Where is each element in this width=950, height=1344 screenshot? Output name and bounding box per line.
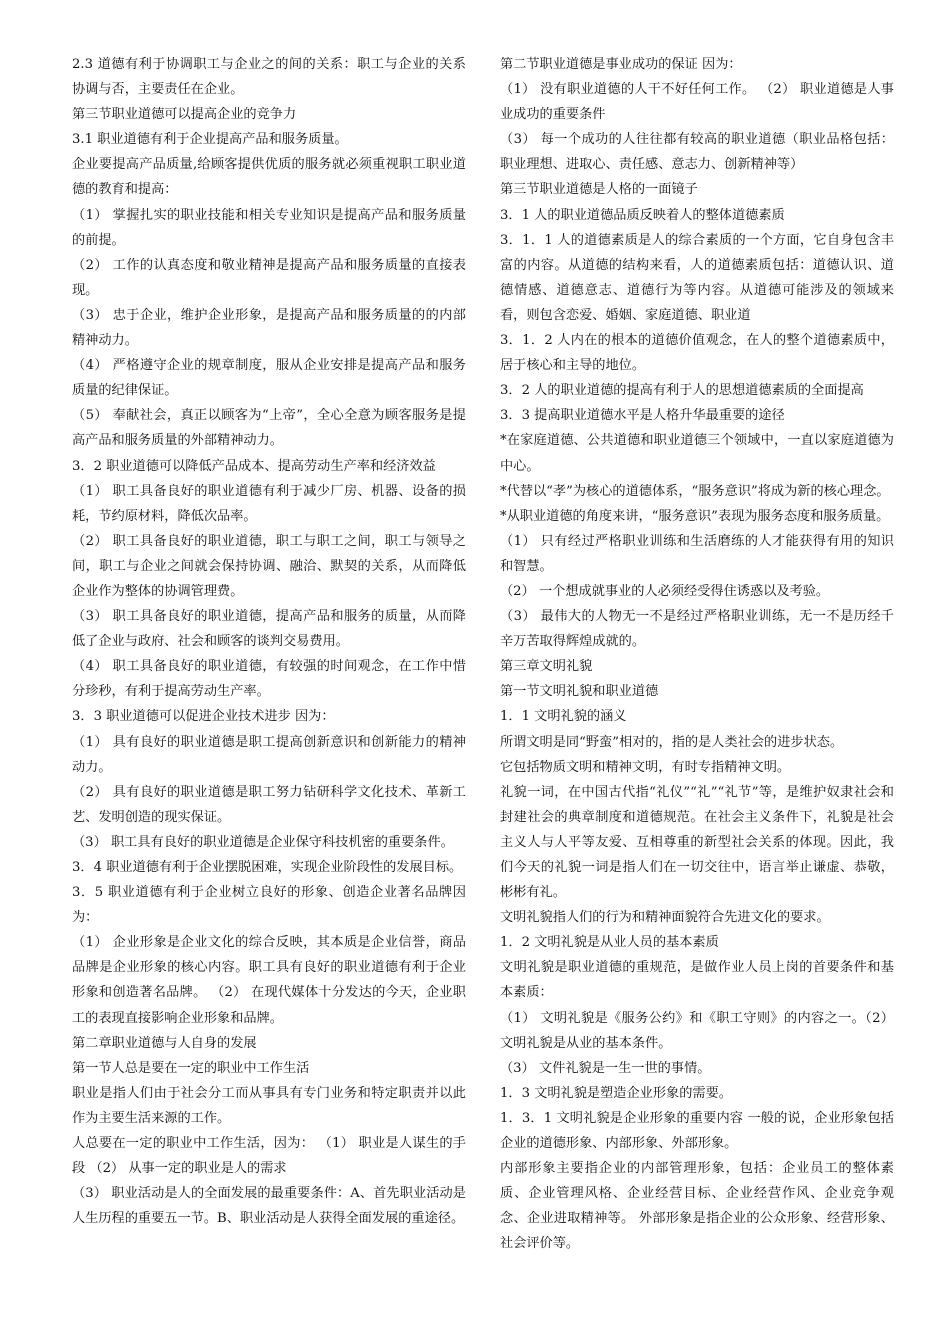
- left-paragraph: 人总要在一定的职业中工作生活，因为： （1） 职业是人谋生的手段 （2） 从事一定的职业是人的需求: [72, 1136, 466, 1177]
- left-paragraph: （3） 职工具备良好的职业道德，提高产品和服务的质量，从而降低了企业与政府、社会和顾客的谈判交易费用。: [72, 609, 466, 650]
- left-paragraph: 第二章职业道德与人自身的发展: [72, 1035, 257, 1051]
- right-paragraph: 内部形象主要指企业的内部管理形象，包括：企业员工的整体素质、企业管理风格、企业经营目标、企业经营作风、企业竞争观念、企业进取精神等。 外部形象是指企业的公众形象、经营形象、社会评价等。: [500, 1161, 894, 1252]
- left-paragraph: （4） 职工具备良好的职业道德，有较强的时间观念，在工作中惜分珍秒，有利于提高劳动生产率。: [72, 659, 466, 700]
- right-paragraph: *从职业道德的角度来讲，“服务意识”表现为服务态度和服务质量。: [500, 508, 890, 524]
- right-paragraph: 礼貌一词，在中国古代指“礼仪”“礼”“礼节”等，是维护奴隶社会和封建社会的典章制度和道德规范。在社会主义条件下，礼貌是社会主义人与人平等友爱、互相尊重的新型社会关系的体现。因此，我们今天的礼貌一词是指人们在一切交往中，语言举止谦虚、恭敬，彬彬有礼。: [500, 784, 894, 901]
- left-paragraph: （2） 具有良好的职业道德是职工努力钻研科学文化技术、革新工艺、发明创造的现实保证。: [72, 784, 466, 825]
- right-paragraph: 第三节职业道德是人格的一面镜子: [500, 182, 698, 198]
- right-paragraph: *代替以“孝”为核心的道德体系，“服务意识”将成为新的核心理念。: [500, 483, 890, 499]
- left-paragraph: 2.3 道德有利于协调职工与企业之的间的关系：职工与企业的关系协调与否，主要责任在企业。: [72, 57, 466, 98]
- right-paragraph: 所谓文明是同“野蛮”相对的，指的是人类社会的进步状态。: [500, 734, 844, 750]
- left-paragraph: 职业是指人们由于社会分工而从事具有专门业务和特定职责并以此作为主要生活来源的工作。: [72, 1085, 466, 1126]
- left-paragraph: （5） 奉献社会，真正以顾客为“上帝”，全心全意为顾客服务是提高产品和服务质量的外部精神动力。: [72, 408, 466, 449]
- right-paragraph: 1．1 文明礼貌的涵义: [500, 709, 627, 725]
- left-paragraph: （1） 职工具备良好的职业道德有利于减少厂房、机器、设备的损耗，节约原材料，降低次品率。: [72, 483, 466, 524]
- left-column: [72, 52, 466, 1231]
- right-paragraph: *在家庭道德、公共道德和职业道德三个领域中，一直以家庭道德为中心。: [500, 433, 894, 474]
- left-paragraph: 第一节人总是要在一定的职业中工作生活: [72, 1060, 310, 1076]
- right-paragraph: （1） 只有经过严格职业训练和生活磨练的人才能获得有用的知识和智慧。: [500, 533, 894, 574]
- left-paragraph: 3．4 职业道德有利于企业摆脱困难，实现企业阶段性的发展目标。: [72, 860, 463, 875]
- right-paragraph: （3） 文件礼貌是一生一世的事情。: [500, 1060, 711, 1076]
- right-paragraph: 3．2 人的职业道德的提高有利于人的思想道德素质的全面提高: [500, 383, 864, 399]
- right-paragraph: 3．1．1 人的道德素质是人的综合素质的一个方面，它自身包含丰富的内容。从道德的结构来看，人的道德素质包括：道德认识、道德情感、道德意志、道德行为等内容。从道德可能涉及的领域来看，则包含恋爱、婚姻、家庭道德、职业道: [500, 232, 894, 323]
- left-paragraph: 3.1 职业道德有利于企业提高产品和服务质量。: [72, 132, 348, 148]
- right-paragraph: 3．1 人的职业道德品质反映着人的整体道德素质: [500, 207, 785, 223]
- left-paragraph: 3．2 职业道德可以降低产品成本、提高劳动生产率和经济效益: [72, 458, 436, 474]
- right-paragraph: （1） 文明礼貌是《服务公约》和《职工守则》的内容之一。（2）文明礼貌是从业的基本条件。: [500, 1010, 894, 1051]
- left-paragraph: （4） 严格遵守企业的规章制度，服从企业安排是提高产品和服务质量的纪律保证。: [72, 358, 466, 399]
- left-paragraph: （3） 忠于企业，维护企业形象，是提高产品和服务质量的的内部精神动力。: [72, 307, 466, 349]
- left-paragraph: 第三节职业道德可以提高企业的竞争力: [72, 107, 297, 123]
- right-paragraph: 第一节文明礼貌和职业道德: [500, 684, 659, 700]
- right-paragraph: 1．3 文明礼貌是塑造企业形象的需要。: [500, 1085, 732, 1101]
- left-paragraph: （2） 职工具备良好的职业道德，职工与职工之间，职工与领导之间，职工与企业之间就会保持协调、融洽、默契的关系，从而降低企业作为整体的协调管理费。: [72, 533, 466, 599]
- right-paragraph: 文明礼貌是职业道德的重规范，是做作业人员上岗的首要条件和基本素质：: [500, 960, 894, 1001]
- left-paragraph: （3） 职业活动是人的全面发展的最重要条件：A、首先职业活动是人生历程的重要五一节。B、职业活动是人获得全面发展的重途径。: [72, 1186, 466, 1227]
- right-column: [500, 52, 894, 1257]
- left-paragraph: （1） 具有良好的职业道德是职工提高创新意识和创新能力的精神动力。: [72, 734, 466, 775]
- left-paragraph: 3．3 职业道德可以促进企业技术进步 因为：: [72, 709, 335, 725]
- right-paragraph: 它包括物质文明和精神文明，有时专指精神文明。: [500, 759, 791, 775]
- right-paragraph: 1．2 文明礼貌是从业人员的基本素质: [500, 935, 719, 951]
- right-paragraph: （2） 一个想成就事业的人必须经受得住诱惑以及考验。: [500, 583, 830, 599]
- right-paragraph: （3） 每一个成功的人往往都有较高的职业道德（职业品格包括：职业理想、进取心、责任感、意志力、创新精神等）: [500, 132, 894, 173]
- right-paragraph: 第三章文明礼貌: [500, 659, 593, 675]
- right-paragraph: 第二节职业道德是事业成功的保证 因为：: [500, 57, 742, 72]
- right-paragraph: （3） 最伟大的人物无一不是经过严格职业训练，无一不是历经千辛万苦取得辉煌成就的。: [500, 609, 894, 650]
- left-paragraph: （1） 企业形象是企业文化的综合反映，其本质是企业信誉，商品品牌是企业形象的核心内容。职工具有良好的职业道德有利于企业形象和创造著名品牌。 （2） 在现代媒体十分发达的今天，企业职工的表现直接影响企业形象和品牌。: [72, 935, 466, 1026]
- right-paragraph: 3．3 提高职业道德水平是人格升华最重要的途径: [500, 408, 785, 424]
- right-paragraph: 3．1．2 人内在的根本的道德价值观念，在人的整个道德素质中，居于核心和主导的地位。: [500, 333, 894, 374]
- left-paragraph: 企业要提高产品质量,给顾客提供优质的服务就必须重视职工职业道德的教育和提高：: [72, 157, 466, 198]
- left-paragraph: （1） 掌握扎实的职业技能和相关专业知识是提高产品和服务质量的前提。: [72, 207, 466, 248]
- right-paragraph: 文明礼貌指人们的行为和精神面貌符合先进文化的要求。: [500, 910, 830, 926]
- left-paragraph: （3） 职工具有良好的职业道德是企业保守科技机密的重要条件。: [72, 834, 454, 850]
- left-paragraph: 3．5 职业道德有利于企业树立良好的形象、创造企业著名品牌因为：: [72, 885, 466, 926]
- right-paragraph: （1） 没有职业道德的人干不好任何工作。 （2） 职业道德是人事业成功的重要条件: [500, 82, 894, 123]
- right-paragraph: 1．3．1 文明礼貌是企业形象的重要内容 一般的说，企业形象包括企业的道德形象、内部形象、外部形象。: [500, 1110, 894, 1152]
- left-paragraph: （2） 工作的认真态度和敬业精神是提高产品和服务质量的直接表现。: [72, 257, 466, 298]
